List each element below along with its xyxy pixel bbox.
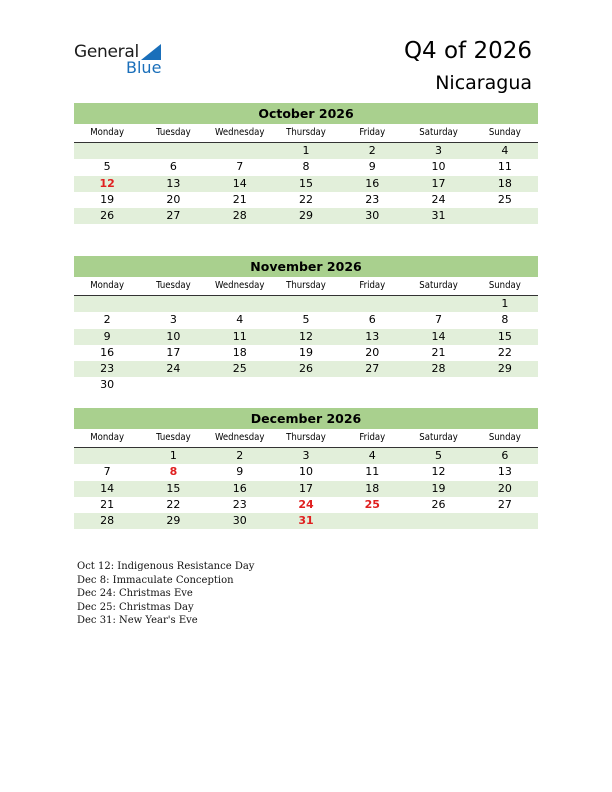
day-cell: 7	[435, 313, 443, 327]
weekday-label: Tuesday	[156, 280, 191, 291]
weekday-label: Monday	[90, 432, 125, 443]
day-cell: 18	[365, 481, 380, 495]
day-cell: 15	[166, 481, 181, 495]
holiday-note: Dec 31: New Year's Eve	[77, 615, 198, 627]
day-cell: 23	[365, 192, 380, 206]
day-cell: 9	[103, 329, 111, 343]
day-cell: 20	[497, 481, 512, 495]
weekday-label: Tuesday	[156, 432, 191, 443]
weekday-label: Wednesday	[214, 280, 265, 291]
day-cell: 28	[100, 514, 115, 528]
day-cell: 27	[497, 497, 512, 511]
day-cell: 31	[431, 209, 446, 223]
weekday-label: Thursday	[286, 127, 326, 138]
weekday-label: Monday	[90, 280, 125, 291]
day-cell: 18	[232, 345, 247, 359]
weekday-label: Sunday	[488, 280, 521, 291]
logo-blue: Blue	[126, 58, 162, 77]
weekday-label: Friday	[359, 280, 386, 291]
day-cell: 11	[497, 160, 512, 174]
day-cell	[140, 377, 206, 393]
logo-general: General	[74, 42, 139, 62]
holiday-day-cell: 25	[364, 497, 380, 511]
day-cell: 29	[166, 514, 181, 528]
day-cell: 1	[501, 297, 509, 310]
day-cell	[405, 377, 471, 393]
day-cell: 24	[166, 362, 181, 376]
day-cell: 6	[169, 160, 177, 174]
weekday-label: Tuesday	[156, 127, 191, 138]
day-cell	[74, 296, 140, 312]
weekday-label: Thursday	[286, 432, 326, 443]
day-cell: 26	[100, 209, 115, 223]
day-cell: 5	[103, 160, 111, 174]
holiday-note: Dec 24: Christmas Eve	[77, 588, 193, 600]
week-row	[74, 361, 538, 377]
month-calendar	[74, 256, 538, 394]
day-cell: 12	[431, 465, 446, 479]
week-row	[74, 345, 538, 361]
day-cell: 27	[365, 362, 380, 376]
weekday-label: Monday	[90, 127, 125, 138]
day-cell	[405, 296, 471, 312]
week-row	[74, 159, 538, 175]
weekday-label: Friday	[359, 432, 386, 443]
day-cell: 20	[166, 192, 181, 206]
day-cell: 3	[169, 313, 177, 327]
day-cell: 3	[435, 144, 443, 157]
day-cell: 11	[365, 465, 380, 479]
week-row	[74, 497, 538, 513]
day-cell	[140, 143, 206, 159]
day-cell	[273, 377, 339, 393]
day-cell: 22	[497, 345, 512, 359]
day-cell: 4	[236, 313, 244, 327]
day-cell: 25	[497, 192, 512, 206]
weekday-label: Wednesday	[214, 127, 265, 138]
day-cell	[273, 296, 339, 312]
day-cell: 9	[236, 465, 244, 479]
holiday-day-cell: 12	[99, 176, 115, 190]
day-cell: 18	[497, 176, 512, 190]
day-cell: 23	[232, 497, 247, 511]
week-row	[74, 192, 538, 208]
day-cell: 24	[431, 192, 446, 206]
day-cell	[339, 377, 405, 393]
day-cell	[339, 513, 405, 529]
day-cell: 9	[368, 160, 376, 174]
day-cell: 2	[236, 449, 244, 462]
day-cell: 4	[368, 449, 376, 462]
day-cell: 17	[431, 176, 446, 190]
day-cell: 29	[497, 362, 512, 376]
day-cell: 8	[501, 313, 509, 327]
month-title: November 2026	[74, 256, 538, 277]
day-cell	[74, 448, 140, 464]
week-row	[74, 176, 538, 192]
day-cell: 21	[431, 345, 446, 359]
day-cell: 16	[100, 345, 115, 359]
day-cell: 13	[497, 465, 512, 479]
day-cell	[74, 143, 140, 159]
day-cell: 26	[431, 497, 446, 511]
day-cell: 15	[497, 329, 512, 343]
week-row	[74, 329, 538, 345]
weekday-header-row	[74, 429, 538, 448]
day-cell: 1	[302, 144, 310, 157]
page-title: Q4 of 2026	[403, 38, 532, 64]
day-cell: 10	[431, 160, 446, 174]
country-name: Nicaragua	[435, 72, 532, 94]
weekday-header-row	[74, 124, 538, 143]
day-cell: 7	[103, 465, 111, 479]
day-cell: 21	[100, 497, 115, 511]
day-cell: 5	[435, 449, 443, 462]
holiday-day-cell: 31	[298, 514, 314, 528]
day-cell	[207, 143, 273, 159]
day-cell: 8	[302, 160, 310, 174]
day-cell: 14	[431, 329, 446, 343]
day-cell	[339, 296, 405, 312]
week-row	[74, 208, 538, 224]
day-cell: 29	[298, 209, 313, 223]
month-title: October 2026	[74, 103, 538, 124]
holiday-note: Oct 12: Indigenous Resistance Day	[77, 561, 255, 572]
day-cell: 30	[232, 514, 247, 528]
day-cell: 23	[100, 362, 115, 376]
day-cell: 16	[232, 481, 247, 495]
weekday-label: Wednesday	[214, 432, 265, 443]
day-cell: 19	[100, 192, 115, 206]
week-row	[74, 448, 538, 464]
week-row	[74, 296, 538, 312]
day-cell	[472, 208, 538, 224]
holiday-note: Dec 25: Christmas Day	[77, 601, 194, 613]
weekday-label: Saturday	[419, 127, 458, 138]
week-row	[74, 481, 538, 497]
day-cell	[140, 296, 206, 312]
day-cell: 7	[236, 160, 244, 174]
day-cell: 6	[501, 449, 509, 462]
weekday-label: Saturday	[419, 280, 458, 291]
day-cell: 15	[298, 176, 313, 190]
day-cell: 22	[166, 497, 181, 511]
day-cell: 13	[365, 329, 380, 343]
day-cell: 30	[100, 378, 115, 392]
day-cell: 28	[232, 209, 247, 223]
day-cell: 28	[431, 362, 446, 376]
day-cell: 2	[103, 313, 111, 327]
day-cell: 27	[166, 209, 181, 223]
day-cell: 5	[302, 313, 310, 327]
day-cell: 19	[431, 481, 446, 495]
holiday-notes	[77, 560, 254, 628]
weekday-label: Thursday	[286, 280, 326, 291]
day-cell: 14	[232, 176, 247, 190]
day-cell	[405, 513, 471, 529]
month-title: December 2026	[74, 408, 538, 429]
week-row	[74, 143, 538, 159]
day-cell: 2	[368, 144, 376, 157]
day-cell: 11	[232, 329, 247, 343]
weekday-header-row	[74, 277, 538, 296]
day-cell: 1	[169, 449, 177, 462]
day-cell	[472, 513, 538, 529]
day-cell: 6	[368, 313, 376, 327]
day-cell: 13	[166, 176, 181, 190]
day-cell: 10	[166, 329, 181, 343]
weekday-label: Sunday	[488, 432, 521, 443]
day-cell: 4	[501, 144, 509, 157]
day-cell: 19	[298, 345, 313, 359]
week-row	[74, 513, 538, 529]
day-cell: 14	[100, 481, 115, 495]
day-cell: 3	[302, 449, 310, 462]
logo	[74, 42, 174, 78]
weekday-label: Saturday	[419, 432, 458, 443]
weekday-label: Sunday	[488, 127, 521, 138]
day-cell: 26	[298, 362, 313, 376]
holiday-day-cell: 8	[169, 465, 178, 479]
weekday-label: Friday	[359, 127, 386, 138]
day-cell: 25	[232, 362, 247, 376]
day-cell	[472, 377, 538, 393]
holiday-day-cell: 24	[298, 497, 314, 511]
day-cell: 21	[232, 192, 247, 206]
day-cell	[207, 296, 273, 312]
week-row	[74, 464, 538, 480]
day-cell: 22	[298, 192, 313, 206]
day-cell: 17	[298, 481, 313, 495]
week-row	[74, 377, 538, 393]
day-cell: 16	[365, 176, 380, 190]
day-cell: 30	[365, 209, 380, 223]
day-cell: 17	[166, 345, 181, 359]
month-calendar	[74, 408, 538, 529]
day-cell: 20	[365, 345, 380, 359]
holiday-note: Dec 8: Immaculate Conception	[77, 574, 234, 586]
day-cell: 12	[298, 329, 313, 343]
month-calendar	[74, 103, 538, 224]
day-cell	[207, 377, 273, 393]
day-cell: 10	[298, 465, 313, 479]
week-row	[74, 312, 538, 328]
